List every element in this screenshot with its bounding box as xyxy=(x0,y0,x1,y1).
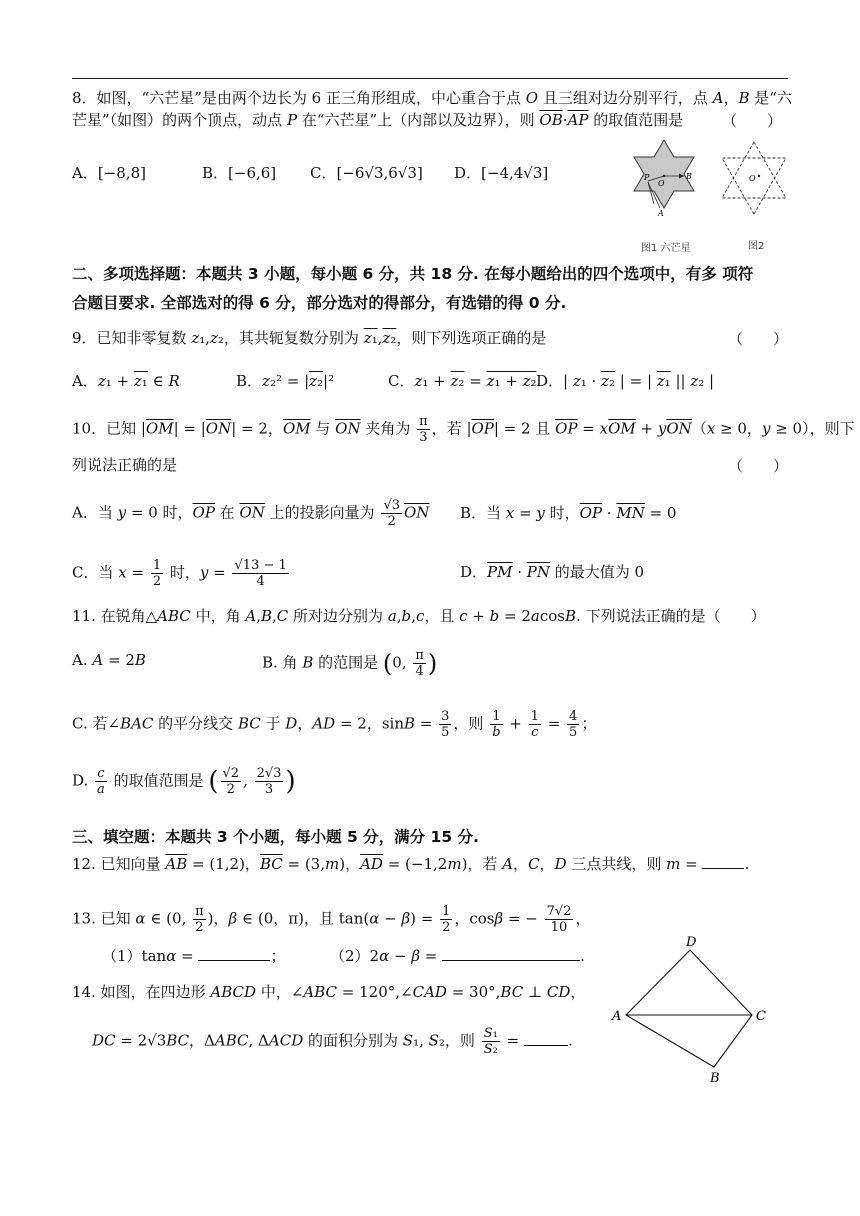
q8-option-a: A．[−8,8] xyxy=(72,164,146,182)
top-rule xyxy=(72,78,788,79)
fig1-label-o: O xyxy=(658,179,665,188)
q14-label-d: D xyxy=(686,935,697,950)
q10-option-c: C．当 x = $\frac{1}{2}$ 时，y = $\frac{√13 - 1}{4}$ xyxy=(72,558,287,589)
q12-stem: 12. 已知向量 $\overline{AB} = (1,2)$，$\overline{BC} = (3,m)$，$\overline{AD} = (-1,2m)$，若 A，C，D 三点共线，则 m = . xyxy=(72,855,750,873)
section2-heading-line1: 二、多项选择题：本题共 3 小题，每小题 6 分，共 18 分. 在每小题给出的四个选项中，有多 项符 xyxy=(72,265,754,283)
q13-sub1: （1）tanα = ； xyxy=(102,947,286,965)
q14-label-b: B xyxy=(710,1071,720,1086)
hexagram-solid-figure xyxy=(634,140,694,218)
q10-line2: 列说法正确的是 xyxy=(72,456,178,474)
q14-line2: DC = 2√3BC，ΔABC, ΔACD 的面积分别为 S₁, S₂，则 $\frac{\text{S₁}}{\text{S₂}}$ = . xyxy=(92,1026,573,1057)
q8-hexagram-figures xyxy=(618,134,804,236)
q8-line1: 8．如图，“六芒星”是由两个边长为 6 正三角形组成，中心重合于点 O 且三组对边分别平行，点 A，B 是“六 xyxy=(72,89,792,107)
q11-option-b: B. 角 B 的范围是 (0, $\frac{\pi}{4}$ ) xyxy=(262,648,438,679)
q8-option-c: C．[−6√3,6√3] xyxy=(310,164,423,182)
q8-paren: （ ） xyxy=(722,112,783,130)
q8-line2: 芒星”（如图）的两个顶点，动点 P 在“六芒星”上（内部以及边界），则 $\overline{OB}\cdot\overline{AP}$ 的取值范围是 xyxy=(72,111,684,129)
q10-option-b: B．当 x = y 时，$\overline{OP} \cdot \overline{MN} = 0$ xyxy=(460,504,677,522)
section3-heading: 三、填空题：本题共 3 个小题，每小题 5 分，满分 15 分. xyxy=(72,828,479,846)
fig1-label-b: B xyxy=(686,172,692,181)
q13-stem: 13. 已知 α ∈ (0, $\frac{\pi}{2}$ )，β ∈ (0，π)，且 tan(α − β) = $\frac{1}{2}$ ，cosβ = − $\frac{7√2}{10}$ ， xyxy=(72,904,591,935)
q14-quadrilateral-figure xyxy=(608,932,780,1088)
q9-option-d: D．| z₁ · z₂ | = | z₁ || z₂ | xyxy=(536,372,715,390)
q10-line1: 10．已知 $|\overline{OM}| = |\overline{ON}| = 2$，$\overline{OM}$ 与 $\overline{ON}$ 夹角为 $\frac{\pi}{3}$ ，若 $|\overline{OP}| = 2$ 且 $\overline{OP} = x\overline{OM} + y\overline{ON}(x \ge 0$，y ≥ 0），则下 xyxy=(72,414,855,445)
q10-paren: （ ） xyxy=(728,457,789,475)
fig2-caption: 图2 xyxy=(748,241,765,252)
q14-label-a: A xyxy=(612,1009,622,1024)
q11-stem: 11. 在锐角△ABC 中，角 A,B,C 所对边分别为 a,b,c，且 c + b = 2acosB. 下列说法正确的是（ ） xyxy=(72,607,766,625)
q9-option-b: B．z₂² = |z₂|² xyxy=(236,372,335,390)
section2-heading-line2: 合题目要求. 全部选对的得 6 分，部分选对的得部分，有选错的得 0 分. xyxy=(72,294,567,312)
q9-paren: （ ） xyxy=(728,330,789,348)
q14-line1: 14. 如图，在四边形 ABCD 中，∠ABC = 120°,∠CAD = 30°,BC ⊥ CD， xyxy=(72,983,586,1001)
q14-label-c: C xyxy=(756,1009,766,1024)
q11-option-a: A. A = 2B xyxy=(72,651,146,669)
hexagram-dashed-figure xyxy=(722,142,786,214)
q9-option-c: C．z₁ + z₂ = z₁ + z₂ xyxy=(388,372,537,390)
q10-option-d: D．$\overline{PM} \cdot \overline{PN}$ 的最大值为 0 xyxy=(460,563,645,581)
q11-option-d: D. $\frac{c}{a}$ 的取值范围是 ( $\frac{√2}{2}$ , $\frac{2√3}{3}$ ) xyxy=(72,766,296,797)
q9-option-a: A．z₁ + z₁ ∈ R xyxy=(72,372,180,390)
q10-option-a: A．当 y = 0 时，$\overline{OP}$ 在 $\overline{ON}$ 上的投影向量为 $\frac{√3}{2}$ $\overline{ON}$ xyxy=(72,498,430,529)
q13-sub2: （2）2α − β = . xyxy=(330,947,585,965)
fig2-label-o: O xyxy=(749,174,756,183)
fig1-label-a: A xyxy=(658,209,664,218)
q11-option-c: C. 若∠BAC 的平分线交 BC 于 D，AD = 2，sinB = $\frac{3}{5}$ ，则 $\frac{1}{b}$ + $\frac{1}{c}$ = $\frac{4}{5}$ ； xyxy=(72,709,597,740)
q9-stem: 9．已知非零复数 z₁,z₂，其共轭复数分别为 z₁,z₂，则下列选项正确的是 xyxy=(72,329,547,347)
fig1-label-p: P xyxy=(644,173,650,182)
fig1-caption: 图1 六芒星 xyxy=(641,243,691,254)
q8-option-b: B．[−6,6] xyxy=(202,164,277,182)
q8-option-d: D．[−4,4√3] xyxy=(454,164,549,182)
